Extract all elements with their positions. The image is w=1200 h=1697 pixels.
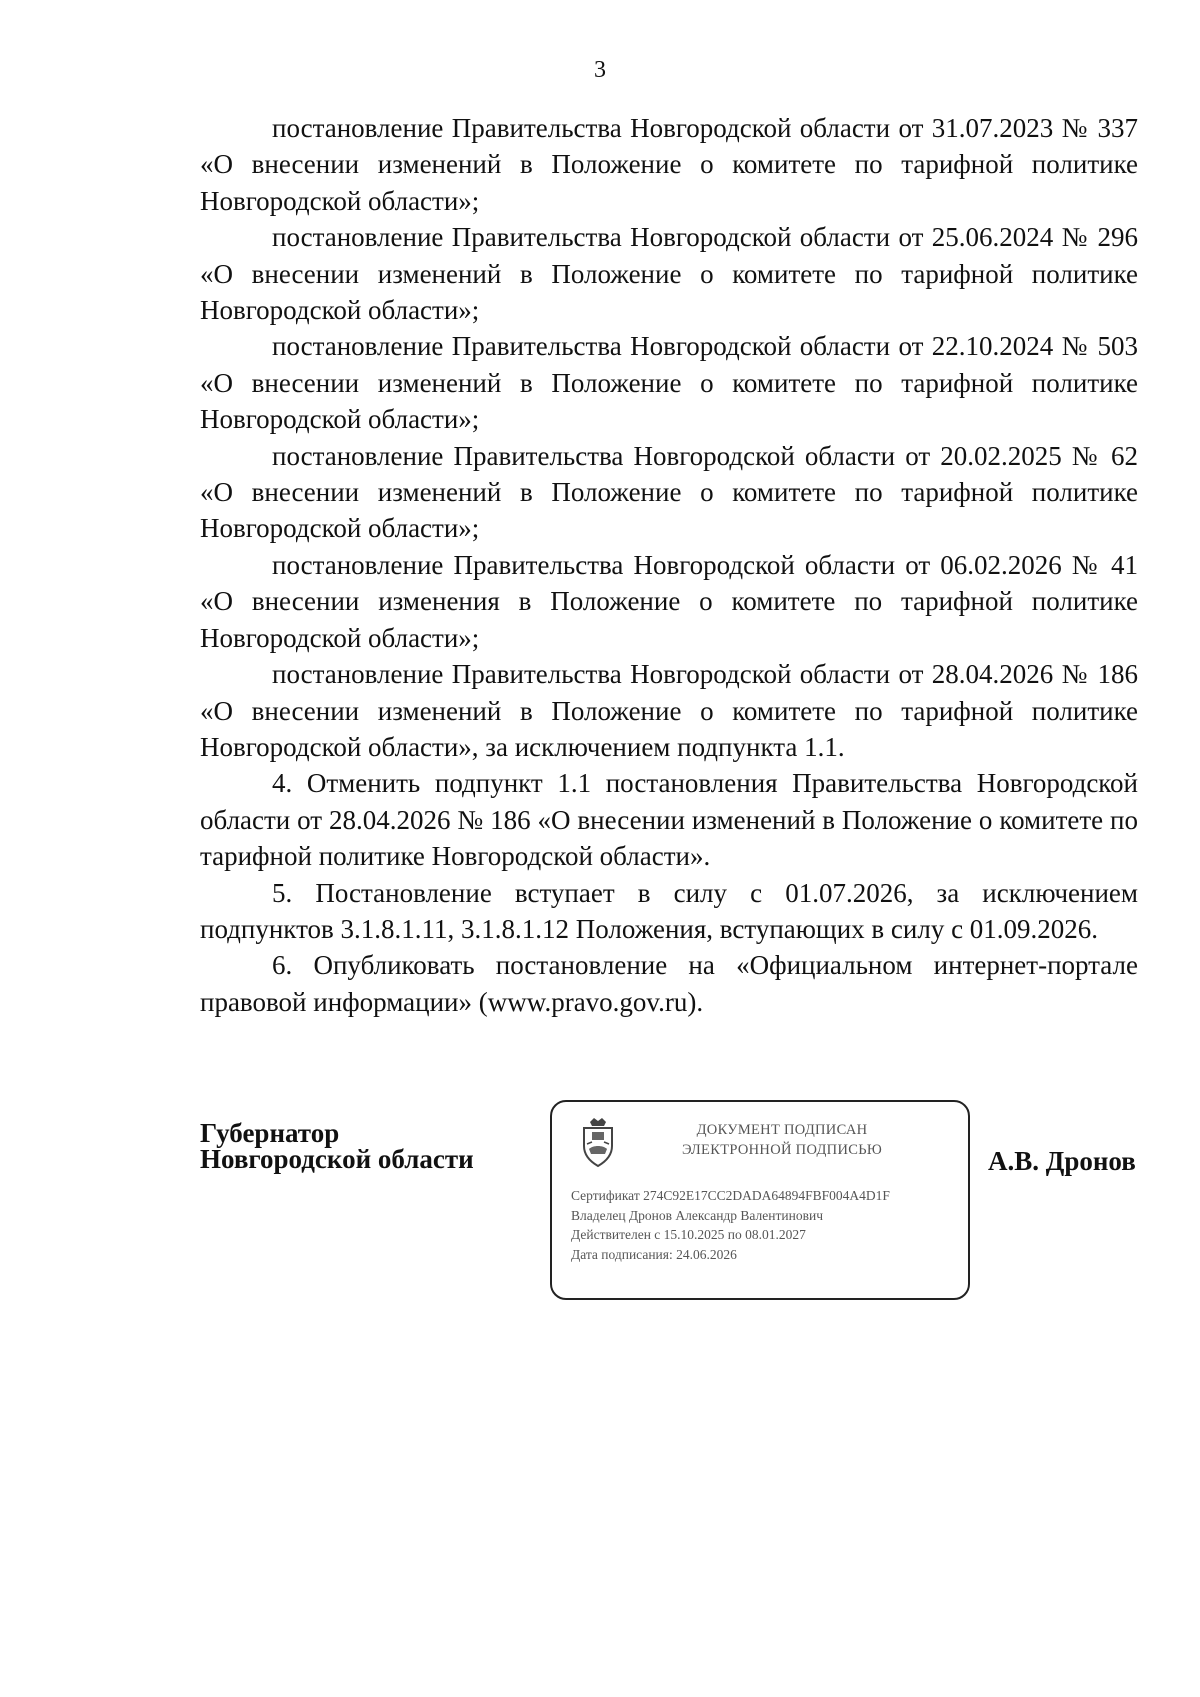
stamp-certificate: Сертификат 274C92E17CC2DADA64894FBF004A4D1F bbox=[571, 1188, 890, 1203]
stamp-validity: Действителен с 15.10.2025 по 08.01.2027 bbox=[571, 1227, 806, 1242]
electronic-signature-stamp bbox=[550, 1100, 970, 1300]
stamp-details bbox=[571, 1186, 890, 1264]
paragraph-repealed-act-5: постановление Правительства Новгородской области от 06.02.2026 № 41 «О внесении изменения в Положение о комитете по тарифной политике Новгородской области»; bbox=[200, 549, 1138, 653]
paragraph-item-6: 6. Опубликовать постановление на «Официальном интернет-портале правовой информации» (www.pravo.gov.ru). bbox=[200, 950, 1138, 1017]
paragraph-repealed-act-3: постановление Правительства Новгородской области от 22.10.2024 № 503 «О внесении изменений в Положение о комитете по тарифной политике Новгородской области»; bbox=[200, 331, 1138, 435]
stamp-header bbox=[652, 1120, 912, 1160]
signature-block bbox=[0, 1100, 1200, 1320]
signer-title-line1: Губернатор bbox=[200, 1118, 340, 1148]
stamp-header-line1: ДОКУМЕНТ ПОДПИСАН bbox=[696, 1122, 868, 1138]
coat-of-arms-icon bbox=[578, 1116, 618, 1168]
paragraph-item-5: 5. Постановление вступает в силу с 01.07.2026, за исключением подпунктов 3.1.8.1.11, 3.1.8.1.12 Положения, вступающих в силу с 01.09.2026. bbox=[200, 877, 1138, 944]
paragraph-repealed-act-4: постановление Правительства Новгородской области от 20.02.2025 № 62 «О внесении изменений в Положение о комитете по тарифной политике Новгородской области»; bbox=[200, 440, 1138, 544]
stamp-signed-date: Дата подписания: 24.06.2026 bbox=[571, 1246, 737, 1262]
signer-name: А.В. Дронов bbox=[988, 1146, 1136, 1176]
document-body bbox=[200, 110, 1138, 1020]
paragraph-repealed-act-2: постановление Правительства Новгородской области от 25.06.2024 № 296 «О внесении изменений в Положение о комитете по тарифной политике Новгородской области»; bbox=[200, 222, 1138, 326]
stamp-owner: Владелец Дронов Александр Валентинович bbox=[571, 1207, 823, 1223]
stamp-header-line2: ЭЛЕКТРОННОЙ ПОДПИСЬЮ bbox=[681, 1142, 883, 1158]
paragraph-repealed-act-6: постановление Правительства Новгородской области от 28.04.2026 № 186 «О внесении изменений в Положение о комитете по тарифной политике Новгородской области», за исключением подпункта 1.1. bbox=[200, 659, 1138, 762]
paragraph-repealed-act-1: постановление Правительства Новгородской области от 31.07.2023 № 337 «О внесении изменений в Положение о комитете по тарифной политике Новгородской области»; bbox=[200, 113, 1138, 216]
paragraph-item-4: 4. Отменить подпункт 1.1 постановления Правительства Новгородской области от 28.04.2026 № 186 «О внесении изменений в Положение о комитете по тарифной политике Новгородской области». bbox=[200, 768, 1138, 872]
page-number: 3 bbox=[594, 57, 606, 83]
signer-title bbox=[200, 1120, 474, 1172]
signer-title-line2: Новгородской области bbox=[200, 1144, 474, 1174]
